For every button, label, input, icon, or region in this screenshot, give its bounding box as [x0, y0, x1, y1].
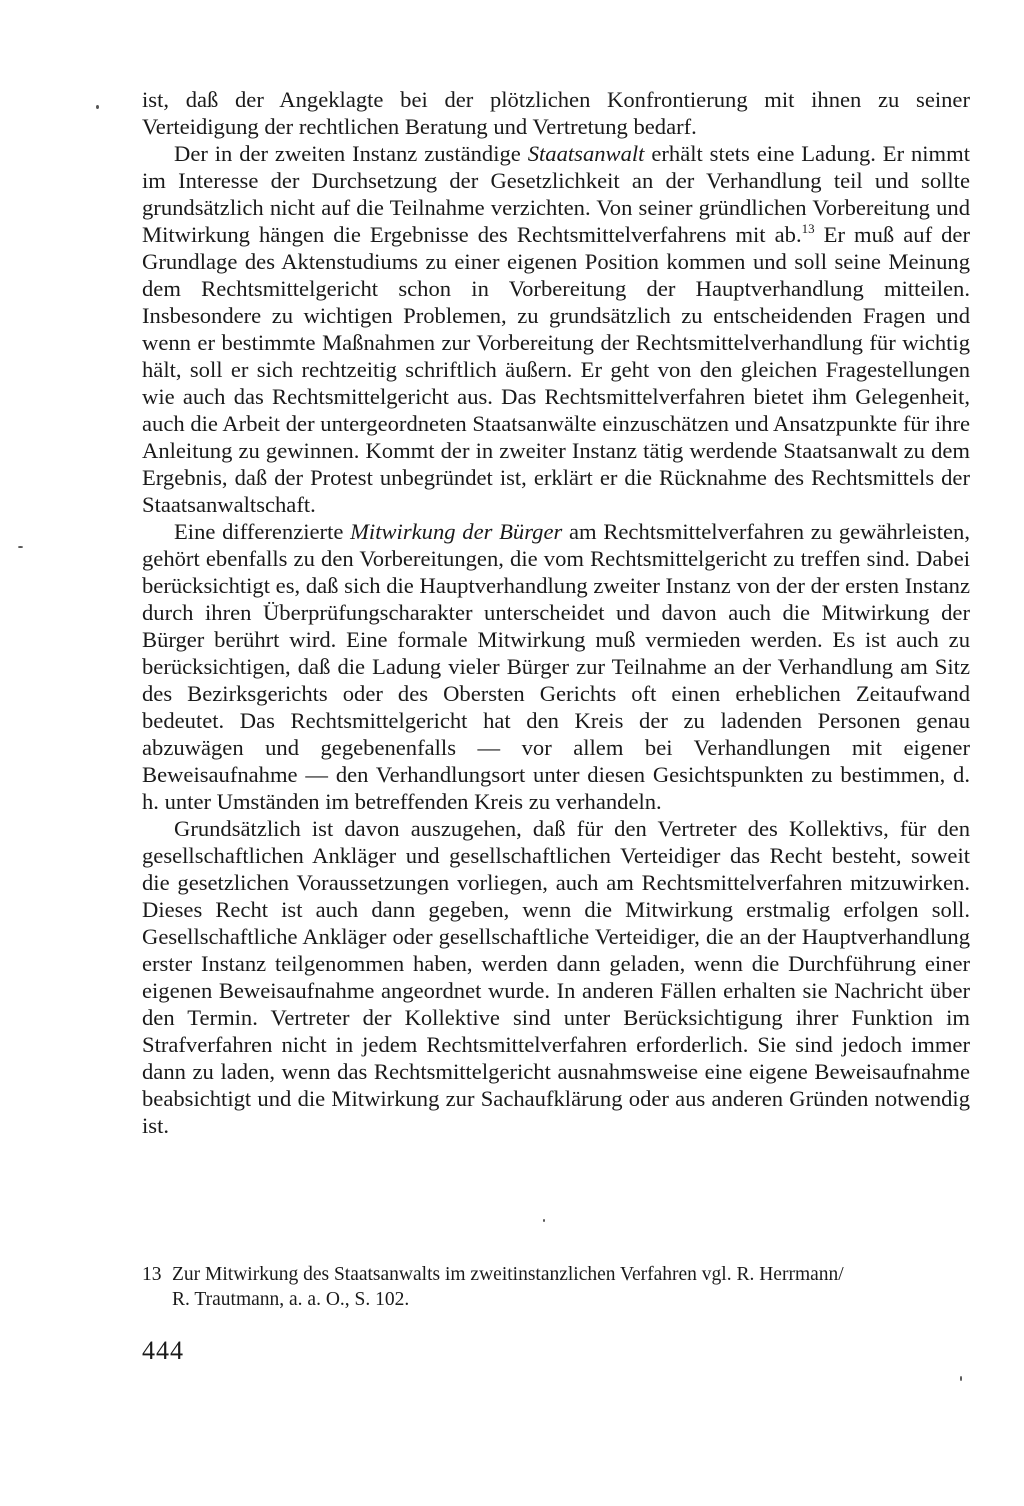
footnote-line-2: R. Trautmann, a. a. O., S. 102. — [172, 1289, 410, 1310]
paragraph — [142, 140, 970, 518]
page-number: 444 — [142, 1336, 184, 1365]
paragraph — [142, 518, 970, 815]
paragraph-text: Grundsätzlich ist davon auszugehen, daß für den Vertreter des Kollektivs, für den gesellschaftlichen Ankläger und gesellschaftlichen Verteidiger das Recht besteht, soweit die gesetzlichen Voraussetzungen vorliegen, auch am Rechtsmittelverfahren mitzuwirken. Dieses Recht ist auch dann gegeben, wenn die Mitwirkung erstmalig erfolgen soll. Gesellschaftliche Ankläger oder gesellschaftliche Verteidiger, die an der Hauptverhandlung erster Instanz teilgenommen haben, werden dann geladen, wenn die Durchführung einer eigenen Beweisaufnahme angeordnet wurde. In anderen Fällen erhalten sie Nachricht über den Termin. Vertreter der Kollektive sind unter Berücksichtigung ihrer Funktion im Strafverfahren nicht in jedem Rechtsmittelverfahren erforderlich. Sie sind jedoch immer dann zu laden, wenn das Rechtsmittelgericht ausnahmsweise eine eigene Beweisaufnahme beabsichtigt und die Mitwirkung zur Sachaufklärung oder aus anderen Gründen notwendig ist. — [142, 816, 970, 1138]
footnote-13 — [142, 1262, 970, 1312]
scan-speck — [96, 105, 99, 109]
scan-speck — [543, 1219, 545, 1222]
paragraph-text: am Rechtsmittelverfahren zu gewährleisten, gehört ebenfalls zu den Vorbereitungen, die vom Rechtsmittelgericht zu treffen sind. Dabei berücksichtigt es, daß sich die Hauptverhandlung zweiter Instanz von der der ersten Instanz durch ihren Überprüfungscharakter unterscheidet und davon auch die Mitwirkung der Bürger berührt wird. Eine formale Mitwirkung muß vermieden werden. Es ist auch zu berücksichtigen, daß die Ladung vieler Bürger zur Teilnahme an der Verhandlung am Sitz des Bezirksgerichts oder des Obersten Gerichts oft einen erheblichen Zeitaufwand bedeutet. Das Rechtsmittelgericht hat den Kreis der zu ladenden Personen genau abzuwägen und gegebenenfalls — vor allem bei Verhandlungen mit eigener Beweisaufnahme — den Verhandlungsort unter diesen Gesichtspunkten zu bestimmen, d. h. unter Umständen im betreffenden Kreis zu verhandeln. — [142, 519, 970, 814]
paragraph-text: Er muß auf der Grundlage des Aktenstudiums zu einer eigenen Position kommen und soll seine Meinung dem Rechtsmittelgericht schon in Vorbereitung der Hauptverhandlung mitteilen. Insbesondere zu wichtigen Problemen, zu grundsätzlich zu entscheidenden Fragen und wenn er bestimmte Maßnahmen zur Vorbereitung der Rechtsmittelverhandlung für wichtig hält, soll er sich rechtzeitig schriftlich äußern. Er geht von den gleichen Fragestellungen wie auch das Rechtsmittelgericht aus. Das Rechtsmittelverfahren bietet ihm Gelegenheit, auch die Arbeit der untergeordneten Staatsanwälte einzuschätzen und Ansatzpunkte für ihre Anleitung zu gewinnen. Kommt der in zweiter Instanz tätig werdende Staatsanwalt zu dem Ergebnis, daß der Protest unbegründet ist, erklärt er die Rücknahme des Rechtsmittels der Staatsanwaltschaft. — [142, 222, 970, 517]
paragraph — [142, 815, 970, 1139]
scan-speck — [960, 1376, 962, 1381]
footnote-number: 13 — [142, 1264, 162, 1285]
footnote-reference: 13 — [801, 221, 815, 236]
paragraph-text: Eine differenzierte — [174, 519, 351, 544]
footnote-line-1: Zur Mitwirkung des Staatsanwalts im zweitinstanzlichen Verfahren vgl. R. Herrmann/ — [172, 1264, 844, 1285]
paragraph-text: ist, daß der Angeklagte bei der plötzlichen Konfrontierung mit ihnen zu seiner Verteidigung der rechtlichen Beratung und Vertretung bedarf. — [142, 87, 970, 139]
paragraph — [142, 86, 970, 140]
body-text — [142, 86, 970, 1139]
scan-speck — [18, 546, 23, 548]
emphasized-term: Staatsanwalt — [527, 141, 645, 166]
paragraph-text: Der in der zweiten Instanz zuständige — [174, 141, 528, 166]
paragraph-text: erhält stets eine Ladung. Er nimmt im Interesse der Durchsetzung der Gesetzlichkeit an der Verhandlung teil und sollte grundsätzlich nicht auf die Teilnahme verzichten. Von seiner gründlichen Vorbereitung und Mitwirkung hängen die Ergebnisse des Rechtsmittelverfahrens mit ab. — [142, 141, 970, 247]
emphasized-term: Mitwirkung der Bürger — [350, 519, 563, 544]
